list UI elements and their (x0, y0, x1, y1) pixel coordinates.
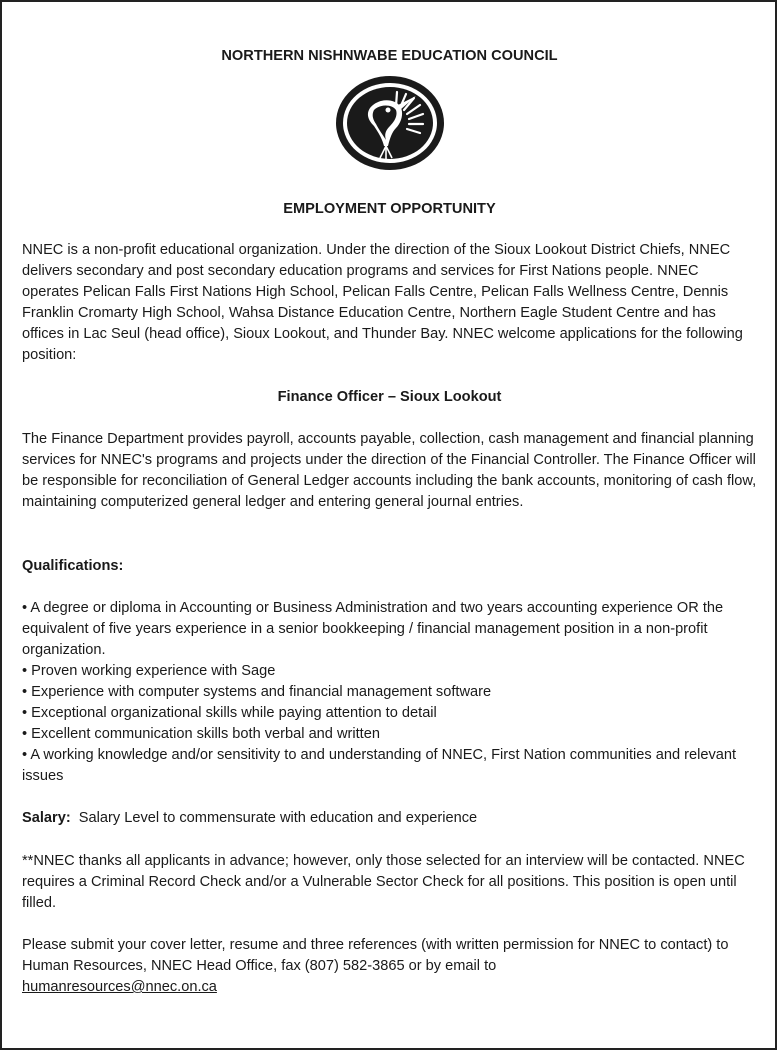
qualifications-list (22, 598, 757, 787)
list-item: • Exceptional organizational skills while paying attention to detail (22, 705, 437, 721)
salary-text: Salary Level to commensurate with education and experience (70, 810, 478, 826)
document-heading: EMPLOYMENT OPPORTUNITY (283, 201, 496, 217)
list-item: • A working knowledge and/or sensitivity to and understanding of NNEC, First Nation communities and relevant issues (22, 747, 737, 784)
logo-graphic (334, 74, 446, 172)
intro-paragraph: NNEC is a non-profit educational organization. Under the direction of the Sioux Lookout District Chiefs, NNEC delivers secondary and post secondary education programs and services for First Nations people. NNEC operates Pelican Falls First Nations High School, Pelican Falls Centre, Pelican Falls Wellness Centre, Dennis Franklin Cromarty High School, Wahsa Distance Education Centre, Northern Eagle Student Centre and has offices in Lac Seul (head office), Sioux Lookout, and Thunder Bay. NNEC welcome applications for the following position: (22, 242, 743, 363)
email-link[interactable]: humanresources@nnec.on.ca (22, 979, 217, 995)
submission-text: Please submit your cover letter, resume and three references (with written permission for NNEC to contact) to Human Resources, NNEC Head Office, fax (807) 582-3865 or by email to (22, 937, 729, 974)
list-item: • A degree or diploma in Accounting or Business Administration and two years accounting experience OR the equivalent of five years experience in a senior bookkeeping / financial management position in a non-profit organization. (22, 600, 724, 658)
list-item: • Experience with computer systems and financial management software (22, 684, 492, 700)
applicant-notice: **NNEC thanks all applicants in advance; however, only those selected for an interview will be contacted. NNEC requires a Criminal Record Check and/or a Vulnerable Sector Check for all positions. This position is open until filled. (22, 853, 745, 911)
position-title: Finance Officer – Sioux Lookout (277, 389, 502, 405)
salary-line (22, 808, 757, 829)
submission-instructions (22, 935, 757, 998)
nnec-bird-logo-icon (22, 74, 757, 174)
list-item: • Proven working experience with Sage (22, 663, 276, 679)
position-description: The Finance Department provides payroll, accounts payable, collection, cash management and financial planning services for NNEC's programs and projects under the direction of the Financial Controller. The Finance Officer will be responsible for reconciliation of General Ledger accounts including the bank accounts, monitoring of cash flow, maintaining computerized general ledger and entering general journal entries. (22, 431, 757, 510)
list-item: • Excellent communication skills both verbal and written (22, 726, 380, 742)
organization-name: NORTHERN NISHNWABE EDUCATION COUNCIL (221, 48, 558, 64)
qualifications-heading: Qualifications: (22, 558, 124, 574)
salary-label: Salary: (22, 810, 71, 826)
